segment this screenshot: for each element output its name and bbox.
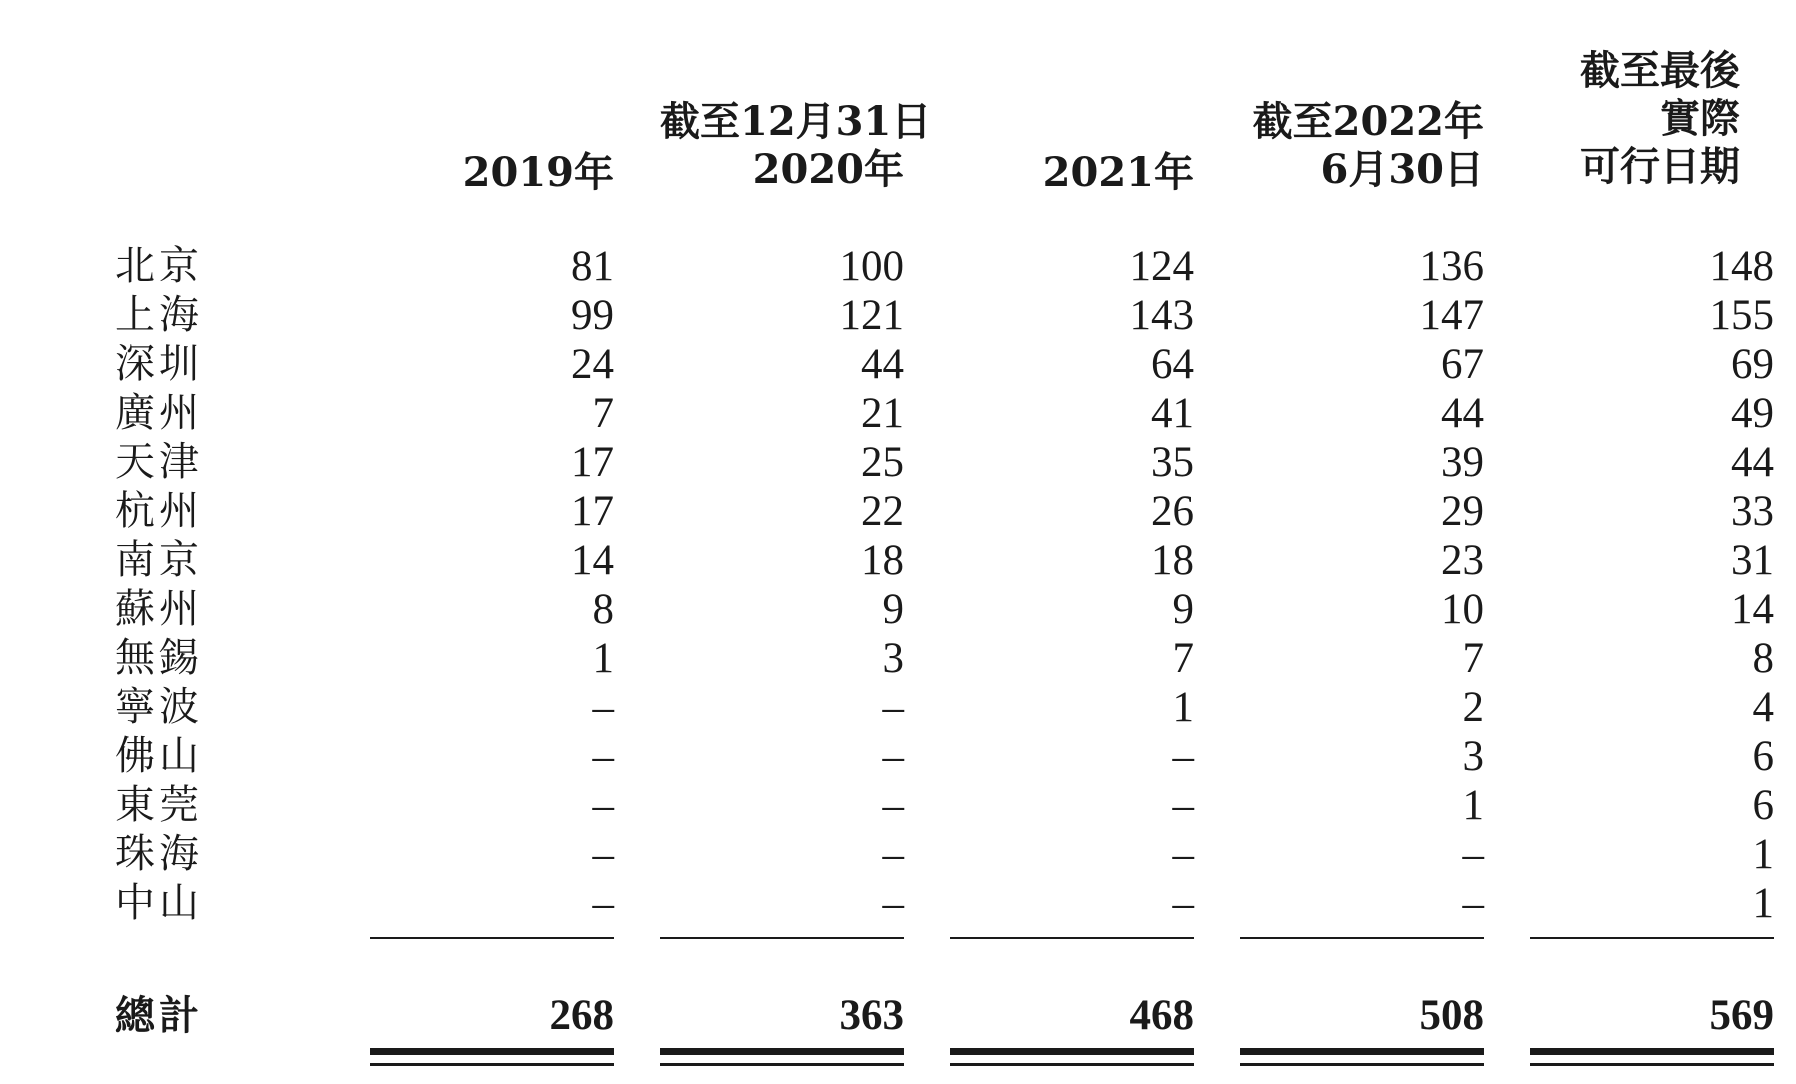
city-label: 上海	[115, 292, 203, 338]
total-double-rule-thick-2	[660, 1048, 904, 1055]
city-label: 佛山	[115, 733, 203, 779]
table-cell: 121	[839, 292, 904, 339]
total-double-rule-thick-3	[950, 1048, 1194, 1055]
total-2019: 268	[549, 992, 614, 1039]
table-cell: 99	[571, 292, 614, 339]
table-cell: 124	[1129, 243, 1194, 290]
table-cell: 18	[861, 537, 904, 584]
table-cell: –	[1462, 880, 1484, 927]
city-label: 天津	[115, 439, 203, 485]
city-label: 中山	[115, 880, 203, 926]
header-2020-label: 2020年	[752, 146, 904, 193]
table-cell: 9	[1172, 586, 1194, 633]
table-cell: 25	[861, 439, 904, 486]
total-double-rule-thin-2	[660, 1063, 904, 1066]
table-cell: 67	[1441, 341, 1484, 388]
table-cell: 44	[1441, 390, 1484, 437]
table-cell: 26	[1151, 488, 1194, 535]
table-cell: 81	[571, 243, 614, 290]
table-cell: 2	[1462, 684, 1484, 731]
table-cell: 69	[1731, 341, 1774, 388]
total-double-rule-thin-4	[1240, 1063, 1484, 1066]
table-cell: –	[1172, 880, 1194, 927]
table-cell: 33	[1731, 488, 1774, 535]
subtotal-rule-2	[660, 937, 904, 939]
header-2019-label: 2019年	[462, 149, 614, 196]
table-cell: 4	[1752, 684, 1774, 731]
table-cell: 7	[1172, 635, 1194, 682]
header-2021	[950, 149, 1194, 197]
table-cell: 39	[1441, 439, 1484, 486]
table-cell: –	[592, 782, 614, 829]
table-cell: 14	[571, 537, 614, 584]
total-double-rule-thin-1	[370, 1063, 614, 1066]
table-cell: 148	[1709, 243, 1774, 290]
table-cell: 147	[1419, 292, 1484, 339]
subtotal-rule-3	[950, 937, 1194, 939]
table-cell: 1	[1172, 684, 1194, 731]
table-cell: –	[882, 880, 904, 927]
table-cell: –	[882, 733, 904, 780]
table-cell: –	[592, 733, 614, 780]
table-cell: –	[882, 831, 904, 878]
table-cell: 9	[882, 586, 904, 633]
table-cell: 100	[839, 243, 904, 290]
total-2020: 363	[839, 992, 904, 1039]
total-label: 總計	[115, 992, 203, 1039]
table-cell: 17	[571, 488, 614, 535]
city-label: 無錫	[115, 635, 203, 681]
total-double-rule-thick-1	[370, 1048, 614, 1055]
city-label: 深圳	[115, 341, 203, 387]
table-cell: 35	[1151, 439, 1194, 486]
total-2022-h1: 508	[1419, 992, 1484, 1039]
table-cell: 6	[1752, 782, 1774, 829]
header-2022-line2: 6月30日	[1320, 146, 1484, 193]
table-cell: 6	[1752, 733, 1774, 780]
table-cell: 8	[592, 586, 614, 633]
table-cell: 23	[1441, 537, 1484, 584]
header-latest-line1: 截至最後	[1580, 47, 1740, 94]
table-cell: 64	[1151, 341, 1194, 388]
table-cell: 1	[1752, 880, 1774, 927]
city-label: 寧波	[115, 684, 203, 730]
total-double-rule-thick-4	[1240, 1048, 1484, 1055]
table-cell: –	[1462, 831, 1484, 878]
table-cell: 3	[1462, 733, 1484, 780]
subtotal-rule-5	[1530, 937, 1774, 939]
header-2020	[660, 98, 932, 194]
city-label: 南京	[115, 537, 203, 583]
city-label: 東莞	[115, 782, 203, 828]
table-cell: 29	[1441, 488, 1484, 535]
subtotal-rule-1	[370, 937, 614, 939]
table-cell: 41	[1151, 390, 1194, 437]
table-cell: –	[1172, 733, 1194, 780]
table-cell: 24	[571, 341, 614, 388]
table-cell: 7	[1462, 635, 1484, 682]
table-cell: 18	[1151, 537, 1194, 584]
table-cell: 49	[1731, 390, 1774, 437]
total-2021: 468	[1129, 992, 1194, 1039]
table-cell: 143	[1129, 292, 1194, 339]
total-latest: 569	[1709, 992, 1774, 1039]
table-cell: 44	[861, 341, 904, 388]
table-cell: 1	[592, 635, 614, 682]
header-latest-date	[1496, 47, 1740, 191]
table-cell: 8	[1752, 635, 1774, 682]
city-label: 廣州	[115, 390, 203, 436]
total-double-rule-thin-5	[1530, 1063, 1774, 1066]
table-cell: 17	[571, 439, 614, 486]
table-cell: 136	[1419, 243, 1484, 290]
table-cell: 21	[861, 390, 904, 437]
header-group-label: 截至12月31日	[660, 98, 932, 145]
header-latest-line2: 實際	[1660, 95, 1740, 142]
header-2022-h1	[1240, 98, 1484, 194]
table-cell: 44	[1731, 439, 1774, 486]
header-2019	[370, 149, 614, 197]
table-cell: –	[1172, 782, 1194, 829]
table-cell: –	[592, 880, 614, 927]
table-cell: 22	[861, 488, 904, 535]
table-cell: 155	[1709, 292, 1774, 339]
total-double-rule-thick-5	[1530, 1048, 1774, 1055]
table-cell: 7	[592, 390, 614, 437]
table-cell: –	[592, 831, 614, 878]
table-cell: 3	[882, 635, 904, 682]
table-cell: –	[1172, 831, 1194, 878]
table-cell: 10	[1441, 586, 1484, 633]
table-cell: –	[882, 684, 904, 731]
header-latest-line3: 可行日期	[1580, 143, 1740, 190]
total-double-rule-thin-3	[950, 1063, 1194, 1066]
city-label: 杭州	[115, 488, 203, 534]
table-cell: 31	[1731, 537, 1774, 584]
table-cell: –	[592, 684, 614, 731]
table-cell: 1	[1752, 831, 1774, 878]
header-2022-line1: 截至2022年	[1252, 98, 1484, 145]
table-cell: 1	[1462, 782, 1484, 829]
city-label: 珠海	[115, 831, 203, 877]
table-cell: –	[882, 782, 904, 829]
header-2021-label: 2021年	[1042, 149, 1194, 196]
city-label: 蘇州	[115, 586, 203, 632]
city-label: 北京	[115, 243, 203, 289]
table-cell: 14	[1731, 586, 1774, 633]
subtotal-rule-4	[1240, 937, 1484, 939]
